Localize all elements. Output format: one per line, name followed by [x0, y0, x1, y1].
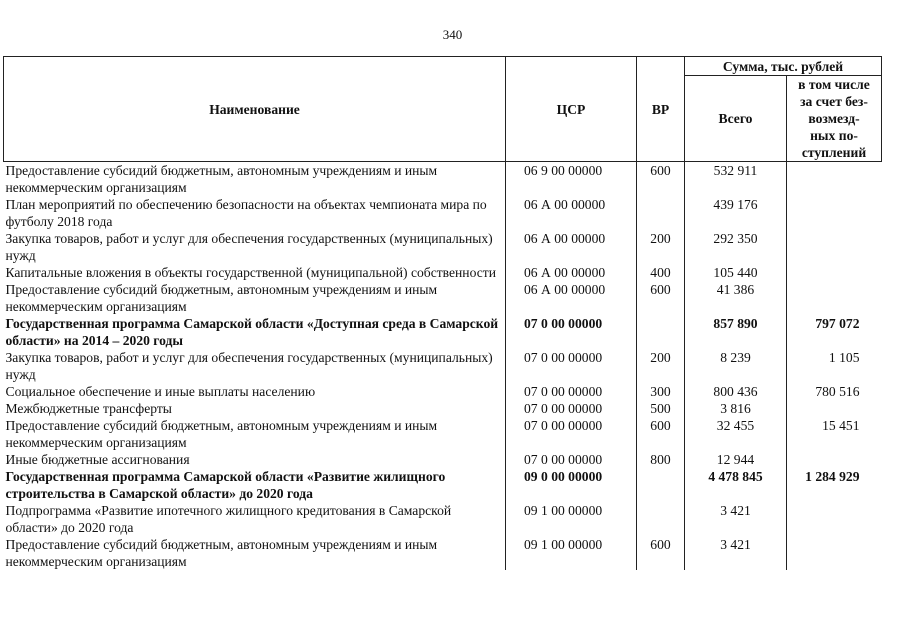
- extra-header-line: за счет без-: [800, 94, 868, 109]
- row-name: Предоставление субсидий бюджетным, автономным учреждениям и иным некоммерческим организациям: [5, 282, 438, 314]
- row-name: Социальное обеспечение и иные выплаты населению: [5, 384, 316, 399]
- column-header-sum: Сумма, тыс. рублей: [685, 57, 882, 76]
- row-total: 3 421: [685, 502, 787, 536]
- row-total: 12 944: [685, 451, 787, 468]
- column-header-extra: [787, 76, 882, 162]
- column-header-name: Наименование: [4, 57, 506, 162]
- row-extra: [787, 536, 882, 570]
- table-row: [4, 502, 882, 536]
- row-extra: [787, 264, 882, 281]
- row-vr: [637, 468, 685, 502]
- table-body: [4, 162, 882, 571]
- row-csr: 06 А 00 00000: [506, 196, 637, 230]
- row-csr: 07 0 00 00000: [506, 417, 637, 451]
- extra-header-line: ступлений: [801, 145, 867, 160]
- row-csr: 09 1 00 00000: [506, 502, 637, 536]
- table-row: [4, 536, 882, 570]
- row-total: 32 455: [685, 417, 787, 451]
- table-row: [4, 230, 882, 264]
- row-extra: 1 105: [787, 349, 882, 383]
- page-number: 340: [442, 27, 463, 42]
- row-name: План мероприятий по обеспечению безопасности на объектах чемпионата мира по футболу 2018 года: [5, 197, 487, 229]
- table-row: [4, 281, 882, 315]
- table-row: [4, 468, 882, 502]
- row-extra: 1 284 929: [787, 468, 882, 502]
- table-row: [4, 451, 882, 468]
- column-header-vr: ВР: [637, 57, 685, 162]
- row-vr: 600: [637, 162, 685, 197]
- row-csr: 06 А 00 00000: [506, 230, 637, 264]
- row-csr: 06 А 00 00000: [506, 264, 637, 281]
- table-row: [4, 162, 882, 197]
- row-vr: 600: [637, 536, 685, 570]
- table-row: [4, 383, 882, 400]
- extra-header-line: ных по-: [810, 128, 858, 143]
- table-row: [4, 315, 882, 349]
- row-name: Закупка товаров, работ и услуг для обеспечения государственных (муниципальных) нужд: [5, 350, 493, 382]
- row-extra: [787, 281, 882, 315]
- row-csr: 07 0 00 00000: [506, 383, 637, 400]
- row-csr: 06 А 00 00000: [506, 281, 637, 315]
- row-vr: [637, 196, 685, 230]
- table-header: [4, 57, 882, 162]
- row-vr: 600: [637, 281, 685, 315]
- row-extra: [787, 230, 882, 264]
- row-vr: [637, 315, 685, 349]
- row-csr: 07 0 00 00000: [506, 451, 637, 468]
- row-extra: [787, 400, 882, 417]
- row-name: Капитальные вложения в объекты государственной (муниципальной) собственности: [5, 265, 496, 280]
- row-total: 8 239: [685, 349, 787, 383]
- row-total: 4 478 845: [685, 468, 787, 502]
- budget-table: [3, 56, 882, 570]
- row-extra: [787, 502, 882, 536]
- row-name: Подпрограмма «Развитие ипотечного жилищного кредитования в Самарской области» до 2020 года: [5, 503, 452, 535]
- row-csr: 07 0 00 00000: [506, 400, 637, 417]
- row-vr: 800: [637, 451, 685, 468]
- row-total: 532 911: [685, 162, 787, 197]
- row-total: 3 816: [685, 400, 787, 417]
- row-csr: 09 0 00 00000: [506, 468, 637, 502]
- row-vr: 400: [637, 264, 685, 281]
- extra-header-line: в том числе: [798, 77, 870, 92]
- row-name: Межбюджетные трансферты: [5, 401, 172, 416]
- row-vr: 200: [637, 349, 685, 383]
- row-name: Государственная программа Самарской области «Доступная среда в Самарской области» на 2014 – 2020 годы: [5, 316, 499, 348]
- column-header-csr: ЦСР: [506, 57, 637, 162]
- row-vr: 300: [637, 383, 685, 400]
- row-vr: [637, 502, 685, 536]
- row-csr: 07 0 00 00000: [506, 349, 637, 383]
- extra-header-line: возмезд-: [808, 111, 860, 126]
- row-total: 105 440: [685, 264, 787, 281]
- row-total: 3 421: [685, 536, 787, 570]
- row-extra: 797 072: [787, 315, 882, 349]
- row-name: Иные бюджетные ассигнования: [5, 452, 190, 467]
- row-vr: 600: [637, 417, 685, 451]
- table-row: [4, 349, 882, 383]
- row-total: 857 890: [685, 315, 787, 349]
- row-name: Закупка товаров, работ и услуг для обеспечения государственных (муниципальных) нужд: [5, 231, 493, 263]
- row-vr: 500: [637, 400, 685, 417]
- row-extra: [787, 451, 882, 468]
- table-row: [4, 417, 882, 451]
- row-extra: [787, 162, 882, 197]
- row-csr: 06 9 00 00000: [506, 162, 637, 197]
- row-csr: 09 1 00 00000: [506, 536, 637, 570]
- column-header-total: Всего: [685, 76, 787, 162]
- row-vr: 200: [637, 230, 685, 264]
- row-total: 41 386: [685, 281, 787, 315]
- row-name: Предоставление субсидий бюджетным, автономным учреждениям и иным некоммерческим организациям: [5, 163, 438, 195]
- row-total: 439 176: [685, 196, 787, 230]
- row-name: Предоставление субсидий бюджетным, автономным учреждениям и иным некоммерческим организациям: [5, 537, 438, 569]
- table-row: [4, 264, 882, 281]
- row-name: Предоставление субсидий бюджетным, автономным учреждениям и иным некоммерческим организациям: [5, 418, 438, 450]
- table-row: [4, 196, 882, 230]
- row-csr: 07 0 00 00000: [506, 315, 637, 349]
- row-total: 800 436: [685, 383, 787, 400]
- row-total: 292 350: [685, 230, 787, 264]
- row-name: Государственная программа Самарской области «Развитие жилищного строительства в Самарской области» до 2020 года: [5, 469, 446, 501]
- row-extra: 15 451: [787, 417, 882, 451]
- row-extra: [787, 196, 882, 230]
- table-row: [4, 400, 882, 417]
- row-extra: 780 516: [787, 383, 882, 400]
